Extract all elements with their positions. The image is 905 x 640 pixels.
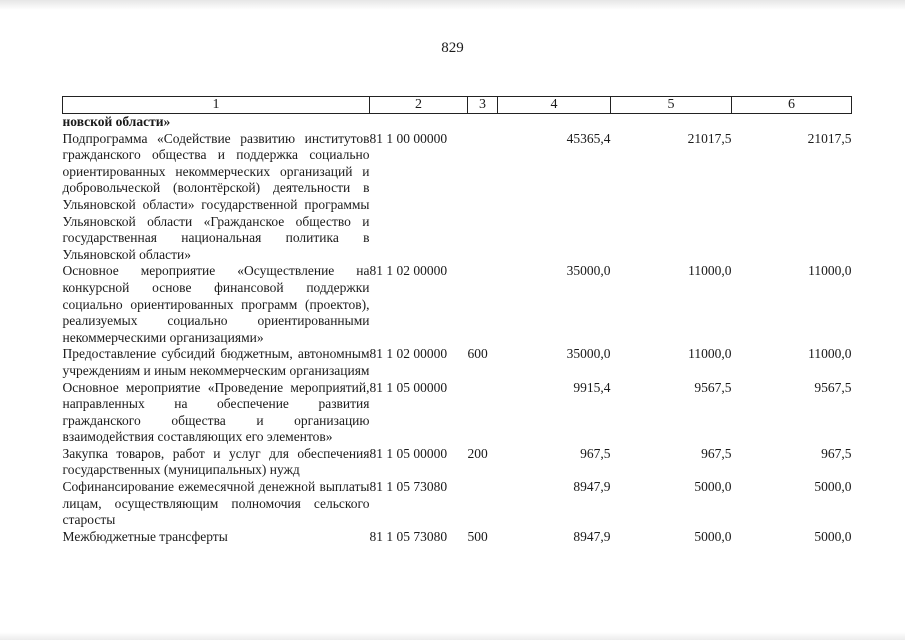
- row-name: новской области»: [62, 114, 171, 129]
- row-expense-type: 200: [467, 445, 488, 461]
- table-row: [63, 380, 852, 446]
- table-row: [63, 446, 852, 479]
- row-value-6: 5000,0: [814, 479, 852, 495]
- row-value-6: 11000,0: [808, 263, 852, 279]
- row-name: Софинансирование ежемесячной денежной выплаты лицам, осуществляющим полномочия сельского старосты: [62, 479, 370, 528]
- row-value-4: 35000,0: [566, 346, 611, 362]
- table-row: [63, 114, 852, 131]
- row-value-5: 21017,5: [687, 130, 732, 146]
- column-header-6: 6: [732, 97, 852, 114]
- row-value-4: 8947,9: [573, 528, 611, 544]
- row-value-6: [732, 114, 852, 131]
- row-value-5: 9567,5: [694, 379, 732, 395]
- table-row: [63, 529, 852, 546]
- row-value-4: 45365,4: [566, 130, 611, 146]
- row-value-5: 11000,0: [688, 346, 732, 362]
- row-value-4: 8947,9: [573, 479, 611, 495]
- column-header-2: 2: [370, 97, 468, 114]
- table-row: [63, 263, 852, 346]
- row-code: 81 1 05 73080: [369, 479, 448, 495]
- row-name: Основное мероприятие «Проведение мероприятий, направленных на обеспечение развития гражданского общества и организацию взаимодействия составляющих его элементов»: [62, 379, 370, 445]
- row-value-4: 967,5: [580, 445, 611, 461]
- row-value-4: 9915,4: [573, 379, 611, 395]
- row-code: 81 1 05 00000: [369, 445, 448, 461]
- row-expense-type: [468, 131, 498, 264]
- row-value-5: 11000,0: [688, 263, 732, 279]
- row-value-5: 967,5: [701, 445, 732, 461]
- row-name: Предоставление субсидий бюджетным, автономным учреждениям и иным некоммерческим организациям: [62, 346, 370, 378]
- column-header-1: 1: [63, 97, 370, 114]
- row-expense-type: [468, 114, 498, 131]
- row-code: 81 1 05 73080: [369, 528, 448, 544]
- row-expense-type: [468, 263, 498, 346]
- scan-top-edge: [0, 0, 905, 10]
- row-value-6: 967,5: [821, 445, 852, 461]
- row-value-5: 5000,0: [694, 479, 732, 495]
- scan-bottom-edge: [0, 632, 905, 640]
- row-code: 81 1 00 00000: [369, 130, 448, 146]
- row-name: Подпрограмма «Содействие развитию институтов гражданского общества и поддержка социально ориентированных некоммерческих организаций и добровольческой (волонтёрской) деятельности в Ульяновской области» государственной программы Ульяновской области «Гражданское общество и государственная национальная политика в Ульяновской области»: [62, 130, 370, 262]
- row-value-6: 5000,0: [814, 528, 852, 544]
- table-row: [63, 346, 852, 379]
- row-value-6: 21017,5: [807, 130, 852, 146]
- row-value-5: 5000,0: [694, 528, 732, 544]
- row-code: 81 1 05 00000: [369, 379, 448, 395]
- row-value-6: 11000,0: [808, 346, 852, 362]
- row-expense-type: 500: [467, 528, 488, 544]
- table-row: [63, 479, 852, 529]
- header-row: [63, 97, 852, 114]
- row-value-4: [498, 114, 611, 131]
- row-code: 81 1 02 00000: [369, 263, 448, 279]
- budget-table: [62, 96, 852, 545]
- row-expense-type: [468, 380, 498, 446]
- row-value-4: 35000,0: [566, 263, 611, 279]
- row-name: Основное мероприятие «Осуществление на конкурсной основе финансовой поддержки социально ориентированных программ (проектов), реализуемых социально ориентированными некоммерческими организациями»: [62, 263, 370, 345]
- row-value-5: [611, 114, 732, 131]
- column-header-5: 5: [611, 97, 732, 114]
- row-value-6: 9567,5: [814, 379, 852, 395]
- row-expense-type: [468, 479, 498, 529]
- table-row: [63, 131, 852, 264]
- page-number: 829: [441, 40, 464, 56]
- column-header-3: 3: [468, 97, 498, 114]
- row-name: Межбюджетные трансферты: [62, 528, 228, 544]
- row-code: [370, 114, 468, 131]
- row-name: Закупка товаров, работ и услуг для обеспечения государственных (муниципальных) нужд: [62, 445, 370, 478]
- column-header-4: 4: [498, 97, 611, 114]
- row-code: 81 1 02 00000: [369, 346, 448, 362]
- row-expense-type: 600: [467, 346, 488, 362]
